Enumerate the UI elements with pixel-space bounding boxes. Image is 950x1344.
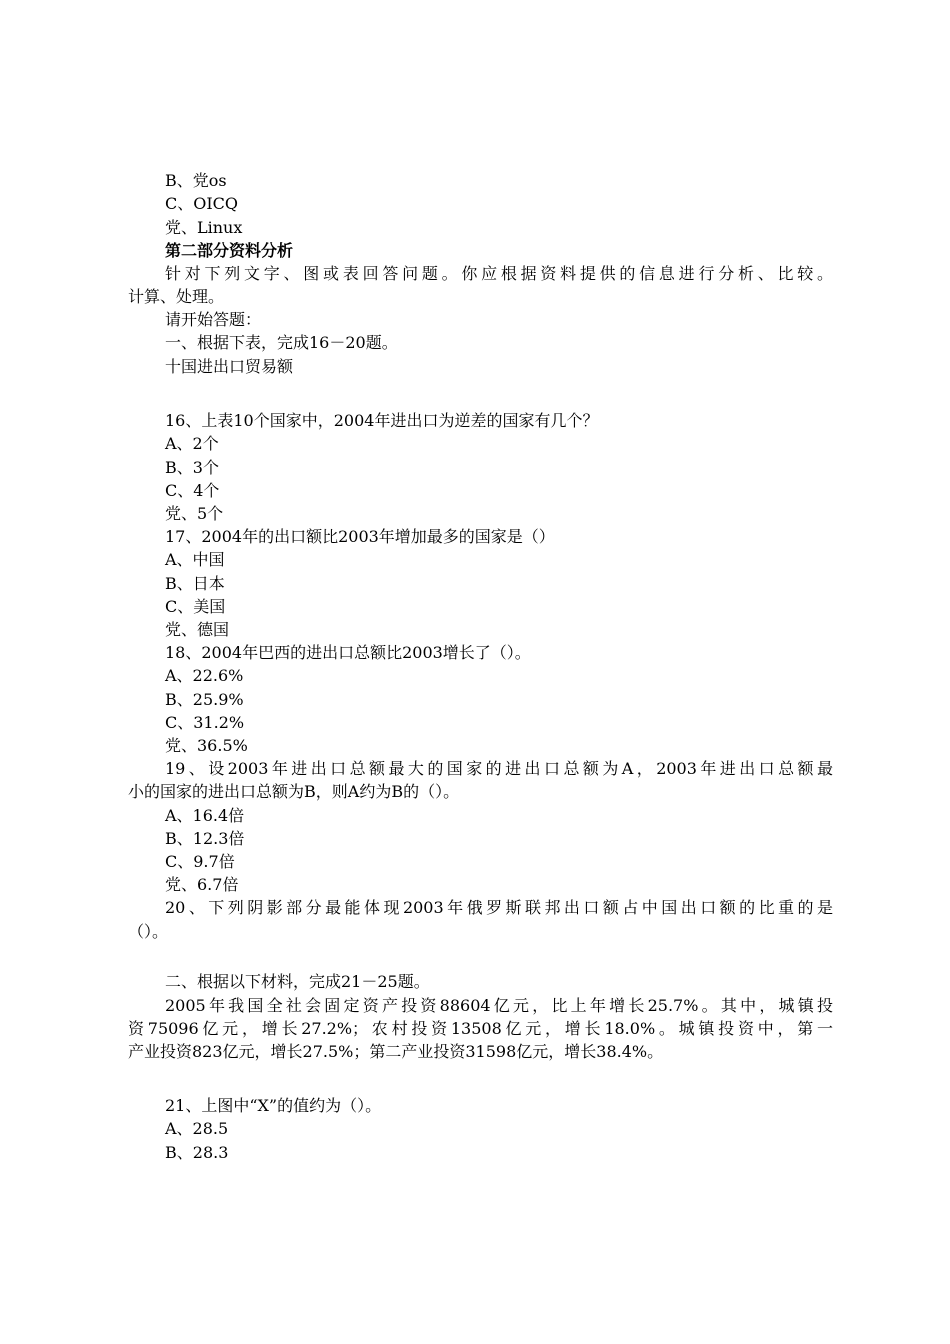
question-17-option-c: C、美国 <box>165 597 226 616</box>
question-18-option-b: B、25.9% <box>165 690 244 709</box>
question-17-option-d: 党、德国 <box>165 620 230 639</box>
section-heading: 第二部分资料分析 <box>165 241 294 260</box>
option-c-text: C、OICQ <box>165 194 239 213</box>
question-20-line-1: 20、下列阴影部分最能体现2003年俄罗斯联邦出口额占中国出口额的比重的是 <box>165 898 833 917</box>
question-18-option-d: 党、36.5% <box>165 736 248 755</box>
question-20-line-2: （）。 <box>128 922 169 941</box>
option-b-text: B、党os <box>165 171 227 190</box>
question-16-option-c: C、4个 <box>165 481 220 500</box>
material-line-1: 2005年我国全社会固定资产投资88604亿元，比上年增长25.7%。其中，城镇投 <box>165 996 833 1015</box>
question-21-option-b: B、28.3 <box>165 1143 229 1162</box>
question-17: 17、2004年的出口额比2003年增加最多的国家是（） <box>165 527 555 546</box>
question-21: 21、上图中“X”的值约为（）。 <box>165 1096 382 1115</box>
question-18-option-c: C、31.2% <box>165 713 245 732</box>
question-21-option-a: A、28.5 <box>165 1119 229 1138</box>
question-17-option-b: B、日本 <box>165 574 225 593</box>
question-16-option-b: B、3个 <box>165 458 219 477</box>
question-16: 16、上表10个国家中，2004年进出口为逆差的国家有几个？ <box>165 411 599 430</box>
question-19-line-2: 小的国家的进出口总额为B，则A约为B的（）。 <box>128 782 460 801</box>
table-title: 十国进出口贸易额 <box>165 357 294 376</box>
question-19-line-1: 19、设2003年进出口总额最大的国家的进出口总额为A，2003年进出口总额最 <box>165 759 833 778</box>
question-16-option-d: 党、5个 <box>165 504 224 523</box>
intro-line-1: 针对下列文字、图或表回答问题。你应根据资料提供的信息进行分析、比较。 <box>165 264 833 283</box>
question-18: 18、2004年巴西的进出口总额比2003增长了（）。 <box>165 643 531 662</box>
question-17-option-a: A、中国 <box>165 550 225 569</box>
question-19-option-d: 党、6.7倍 <box>165 875 239 894</box>
question-16-option-a: A、2个 <box>165 434 219 453</box>
question-19-option-a: A、16.4倍 <box>165 806 245 825</box>
option-d-text: 党、Linux <box>165 218 243 237</box>
section-one-title: 一、根据下表，完成16－20题。 <box>165 333 398 352</box>
intro-line-2: 计算、处理。 <box>128 287 225 306</box>
material-line-3: 产业投资823亿元，增长27.5%；第二产业投资31598亿元，增长38.4%。 <box>128 1042 664 1061</box>
section-two-title: 二、根据以下材料，完成21－25题。 <box>165 972 430 991</box>
question-18-option-a: A、22.6% <box>165 666 244 685</box>
start-instruction: 请开始答题： <box>165 310 262 329</box>
question-19-option-b: B、12.3倍 <box>165 829 245 848</box>
material-line-2: 资75096亿元，增长27.2%；农村投资13508亿元，增长18.0%。城镇投资中，第一 <box>128 1019 833 1038</box>
question-19-option-c: C、9.7倍 <box>165 852 235 871</box>
